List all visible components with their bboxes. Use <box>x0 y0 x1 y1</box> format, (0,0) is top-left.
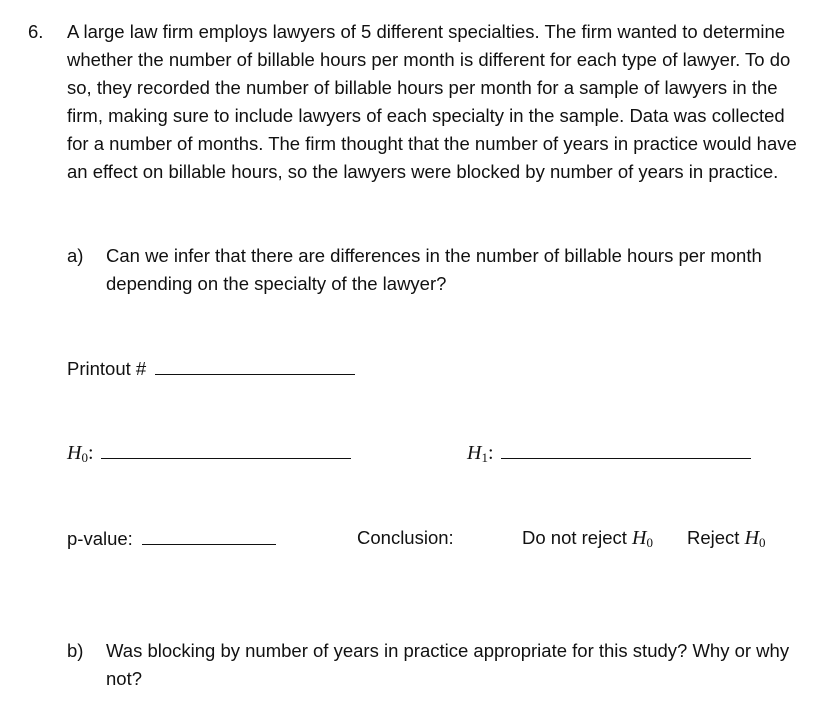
h1-row <box>467 440 751 470</box>
part-b-label: b) <box>67 640 84 661</box>
h0-row <box>67 440 351 470</box>
printout-row <box>67 356 355 381</box>
h1-blank[interactable] <box>501 440 751 459</box>
h0-symbol: $H_0$ <box>67 442 88 465</box>
pvalue-blank[interactable] <box>142 526 276 545</box>
do-not-reject-text: Do not reject <box>522 527 633 548</box>
question-text: A large law firm employs lawyers of 5 different specialties. The firm wanted to determine whether the number of billable hours per month is different for each type of lawyer. To do so, they recorded the number of billable hours per month for a sample of lawyers in the firm, making sure to include lawyers of each specialty in the sample. Data was collected for a number of months. The firm thought that the number of years in practice would have an effect on billable hours, so the lawyers were blocked by number of years in practice. <box>67 21 797 182</box>
pvalue-label: p-value: <box>67 528 133 549</box>
conclusion-label: Conclusion: <box>357 527 454 548</box>
h1-symbol: $H_1$ <box>467 442 488 465</box>
h0-colon: : <box>87 442 94 464</box>
part-b-text: Was blocking by number of years in practice appropriate for this study? Why or why not? <box>106 640 790 689</box>
conclusion-option-do-not-reject[interactable] <box>522 526 653 555</box>
printout-label: Printout # <box>67 358 147 379</box>
conclusion-option-reject[interactable] <box>687 526 766 555</box>
reject-text: Reject <box>687 527 745 548</box>
reject-h0: $H_0$ <box>744 527 766 550</box>
do-not-reject-h0: $H_0$ <box>632 527 653 550</box>
pvalue-row <box>67 526 276 551</box>
h0-blank[interactable] <box>101 440 351 459</box>
h1-colon: : <box>487 442 494 464</box>
part-a-text: Can we infer that there are differences in the number of billable hours per month depending on the specialty of the lawyer? <box>106 245 762 294</box>
question-number: 6. <box>28 21 44 42</box>
printout-blank[interactable] <box>155 356 355 375</box>
part-a-label: a) <box>67 245 84 266</box>
